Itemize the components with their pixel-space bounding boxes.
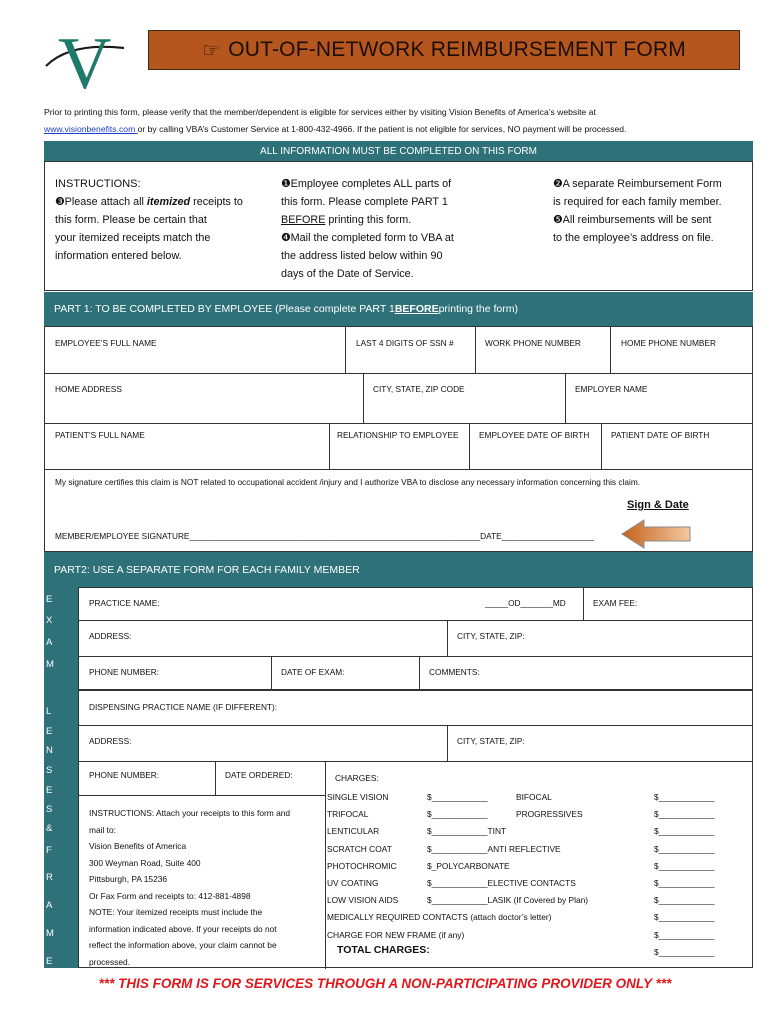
employer-name-field[interactable]: EMPLOYER NAME <box>575 384 648 394</box>
sign-date-label: Sign & Date <box>627 499 689 511</box>
exam-date-field[interactable]: DATE OF EXAM: <box>281 667 345 677</box>
charges-bifocal-column: BIFOCAL PROGRESSIVES <box>516 792 583 820</box>
exam-comments-field[interactable]: COMMENTS: <box>429 667 480 677</box>
certification-text: My signature certifies this claim is NOT related to occupational accident /injury and I authorize VBA to disclose any necessary information concerning this claim. <box>55 477 641 487</box>
form-title <box>148 30 740 70</box>
vba-logo-icon <box>40 22 130 96</box>
charges-heading: CHARGES: <box>335 773 379 783</box>
employee-dob-field[interactable]: EMPLOYEE DATE OF BIRTH <box>479 430 590 440</box>
instructions-heading: INSTRUCTIONS: <box>55 178 141 190</box>
city-state-zip-field[interactable]: CITY, STATE, ZIP CODE <box>373 384 465 394</box>
pointing-hand-icon: ☞ <box>202 39 221 62</box>
lens-frame-side-label: L E N S E S & F R A M E <box>44 690 78 968</box>
relationship-field[interactable]: RELATIONSHIP TO EMPLOYEE <box>337 430 459 440</box>
charges-mid-column[interactable]: $____________ $____________ $____________TINT $____________ANTI REFLECTIVE $_POLYCARBONATE $____________ELECTIVE CONTACTS $____________LASIK (If Covered by Plan) <box>427 792 589 906</box>
exam-address-field[interactable]: ADDRESS: <box>89 631 132 641</box>
charges-right-column[interactable]: $____________ $____________ $____________ $____________ $____________ $____________ $____________ $____________ $____________ $____________ <box>654 792 715 957</box>
practice-name-field[interactable]: PRACTICE NAME: <box>89 598 160 608</box>
employee-name-field[interactable]: EMPLOYEE’S FULL NAME <box>55 338 157 348</box>
od-md-field[interactable]: _____OD_______MD <box>485 598 566 608</box>
footer-notice: *** THIS FORM IS FOR SERVICES THROUGH A NON-PARTICIPATING PROVIDER ONLY *** <box>98 976 672 991</box>
instructions-box <box>44 161 753 291</box>
lens-address-field[interactable]: ADDRESS: <box>89 736 132 746</box>
charges-left-column: SINGLE VISION TRIFOCAL LENTICULAR SCRATCH COAT PHOTOCHROMIC UV COATING LOW VISION AIDS MEDICALLY REQUIRED CONTACTS (attach doctor’s letter) CHARGE FOR NEW FRAME (if any) <box>327 792 552 940</box>
eligibility-notice: Prior to printing this form, please verify that the member/dependent is eligible for services either by visiting Vision Benefits of America’s website at www.visionbenefits.com or by calling VBA’s Customer Service at 1-800-432-4966. If the patient is not eligible for services, NO payment will be processed. <box>44 107 627 134</box>
part1-bar: PART 1: TO BE COMPLETED BY EMPLOYEE (Please complete PART 1 BEFORE printing the form) <box>44 292 753 326</box>
exam-phone-field[interactable]: PHONE NUMBER: <box>89 667 160 677</box>
patient-name-field[interactable]: PATIENT’S FULL NAME <box>55 430 145 440</box>
lens-phone-field[interactable]: PHONE NUMBER: <box>89 770 160 780</box>
exam-fee-field[interactable]: EXAM FEE: <box>593 598 638 608</box>
exam-side-label: E X A M <box>44 587 78 690</box>
part2-bar: PART2: USE A SEPARATE FORM FOR EACH FAMILY MEMBER <box>44 552 753 587</box>
instructions-col2: ❶Employee completes ALL parts of this form. Please complete PART 1 BEFORE printing this form. ❹Mail the completed form to VBA at the address listed below within 90 days of the Date of Service. <box>281 178 454 280</box>
vba-website-link[interactable]: www.visionbenefits.com <box>44 124 138 134</box>
instructions-col1: ❸Please attach all itemized receipts to this form. Please be certain that your itemized receipts match the information entered below. <box>55 196 243 262</box>
signature-line[interactable]: MEMBER/EMPLOYEE SIGNATURE_______________________________________________________________DATE____________________ <box>55 531 594 541</box>
total-charges-label: TOTAL CHARGES: <box>337 944 430 956</box>
work-phone-field[interactable]: WORK PHONE NUMBER <box>485 338 581 348</box>
arrow-left-icon <box>620 518 692 550</box>
ssn-field[interactable]: LAST 4 DIGITS OF SSN # <box>356 338 454 348</box>
dispensing-practice-field[interactable]: DISPENSING PRACTICE NAME (IF DIFFERENT): <box>89 702 278 712</box>
home-phone-field[interactable]: HOME PHONE NUMBER <box>621 338 716 348</box>
svg-text:V: V <box>58 23 112 96</box>
home-address-field[interactable]: HOME ADDRESS <box>55 384 122 394</box>
lens-frame-box <box>78 690 753 968</box>
instructions-col3: ❷A separate Reimbursement Form is required for each family member. ❺All reimbursements will be sent to the employee’s address on file. <box>553 178 722 244</box>
patient-dob-field[interactable]: PATIENT DATE OF BIRTH <box>611 430 710 440</box>
form-title-text: OUT-OF-NETWORK REIMBURSEMENT FORM <box>228 38 686 61</box>
lens-city-field[interactable]: CITY, STATE, ZIP: <box>457 736 525 746</box>
mail-instructions: INSTRUCTIONS: Attach your receipts to this form and mail to: Vision Benefits of America 300 Weyman Road, Suite 400 Pittsburgh, PA 15236 Or Fax Form and receipts to: 412-881-4898 NOTE: Your itemized receipts must include the information indicated above. If your receipts do not reflect the information above, your claim cannot be processed. <box>89 808 291 967</box>
exam-box <box>78 587 753 690</box>
all-info-bar: ALL INFORMATION MUST BE COMPLETED ON THIS FORM <box>44 141 753 161</box>
date-ordered-field[interactable]: DATE ORDERED: <box>225 770 293 780</box>
exam-city-field[interactable]: CITY, STATE, ZIP: <box>457 631 525 641</box>
